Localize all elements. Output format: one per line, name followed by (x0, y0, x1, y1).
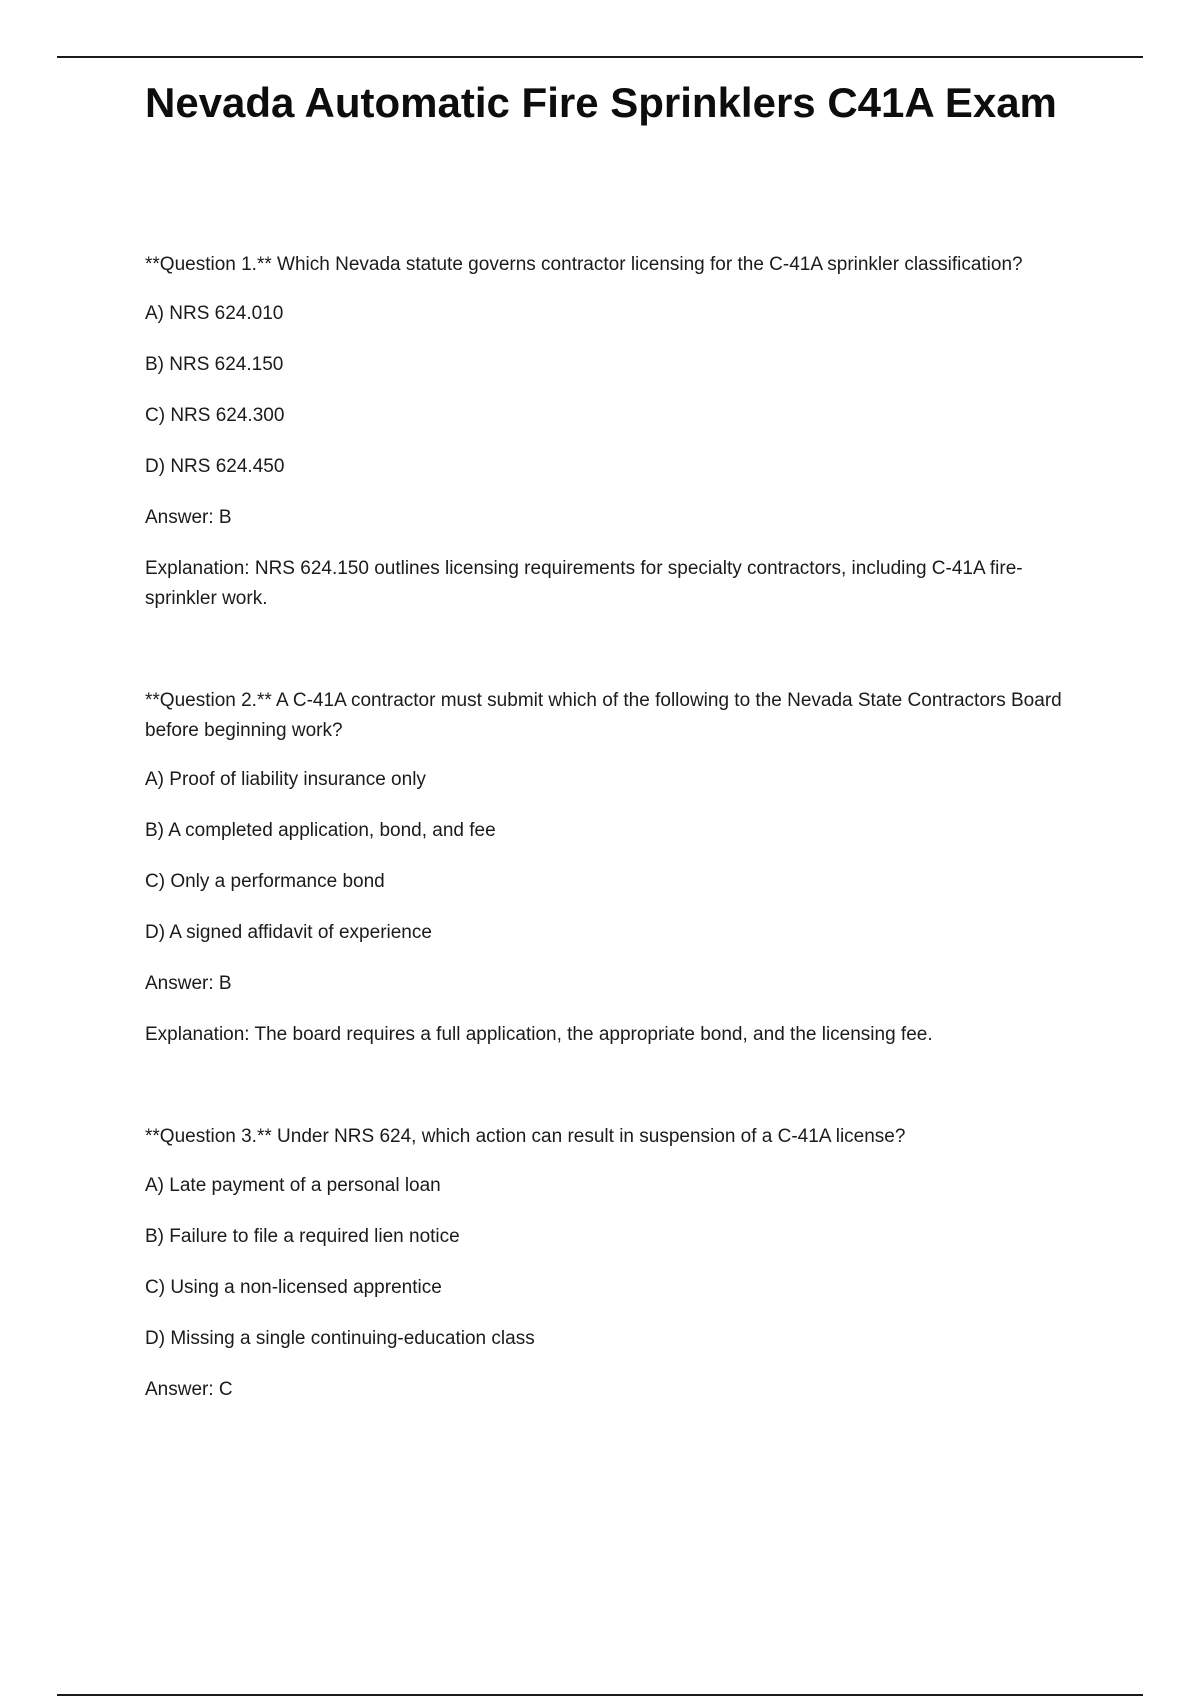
question-1-option-d: D) NRS 624.450 (145, 456, 285, 477)
question-1-option-a: A) NRS 624.010 (145, 303, 284, 324)
exam-content (145, 250, 1065, 1426)
question-1 (145, 250, 1065, 614)
question-2 (145, 686, 1065, 1050)
question-1-number: **Question 1.** (145, 254, 272, 275)
question-2-option-b: B) A completed application, bond, and fee (145, 820, 496, 841)
question-1-answer: Answer: B (145, 507, 232, 528)
question-2-prompt: A C-41A contractor must submit which of the following to the Nevada State Contractors Board before beginning work? (145, 690, 1062, 741)
question-1-option-c: C) NRS 624.300 (145, 405, 285, 426)
question-1-prompt: Which Nevada statute governs contractor licensing for the C-41A sprinkler classification? (277, 254, 1023, 275)
question-1-option-b: B) NRS 624.150 (145, 354, 284, 375)
question-2-option-c: C) Only a performance bond (145, 871, 385, 892)
question-2-text (145, 686, 1065, 746)
question-2-number: **Question 2.** (145, 690, 272, 711)
question-3-number: **Question 3.** (145, 1126, 272, 1147)
question-1-text (145, 250, 1065, 280)
top-divider (57, 56, 1143, 58)
question-3-text (145, 1122, 1065, 1152)
question-2-explanation: Explanation: The board requires a full application, the appropriate bond, and the licensing fee. (145, 1024, 933, 1045)
question-3-option-c: C) Using a non-licensed apprentice (145, 1277, 442, 1298)
question-3-prompt: Under NRS 624, which action can result in suspension of a C-41A license? (277, 1126, 906, 1147)
question-2-answer: Answer: B (145, 973, 232, 994)
question-3-option-d: D) Missing a single continuing-education class (145, 1328, 535, 1349)
question-3-option-b: B) Failure to file a required lien notice (145, 1226, 460, 1247)
page-title: Nevada Automatic Fire Sprinklers C41A Exam (145, 79, 1057, 126)
question-2-option-d: D) A signed affidavit of experience (145, 922, 432, 943)
question-3-option-a: A) Late payment of a personal loan (145, 1175, 441, 1196)
question-1-explanation: Explanation: NRS 624.150 outlines licensing requirements for specialty contractors, including C-41A fire-sprinkler work. (145, 558, 1023, 609)
question-2-option-a: A) Proof of liability insurance only (145, 769, 426, 790)
question-3 (145, 1122, 1065, 1405)
bottom-divider (57, 1694, 1143, 1696)
question-3-answer: Answer: C (145, 1379, 233, 1400)
